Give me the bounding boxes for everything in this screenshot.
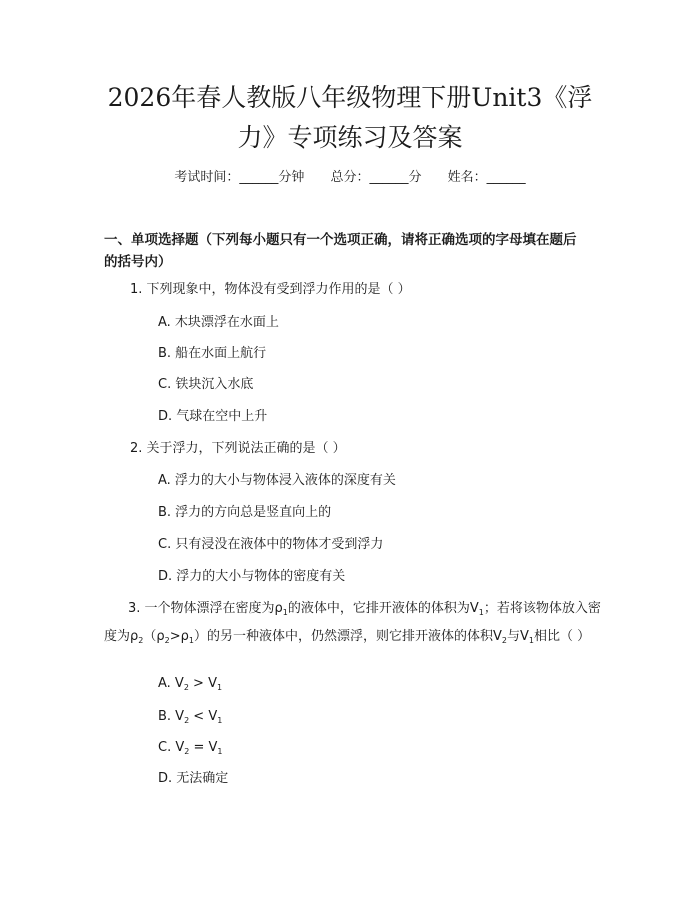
question-3-option-a (158, 673, 222, 699)
q3-text-4: （ρ (143, 629, 165, 644)
q3-text-3: ；若将该物体放入密度为ρ (104, 601, 601, 644)
question-2-option-d: D. 浮力的大小与物体的密度有关 (158, 569, 346, 584)
q3-text-6: ）的另一种液体中，仍然漂浮，则它排开液体的体积V (193, 629, 502, 644)
exam-score: 总分：______分 (330, 170, 422, 185)
question-1-option-a: A. 木块漂浮在水面上 (158, 315, 279, 330)
q3-text-7: 与V (506, 629, 529, 644)
q3-b-text: B. V (158, 709, 185, 724)
title-line-1: 2026年春人教版八年级物理下册Unit3《浮 (107, 83, 593, 112)
student-name: 姓名：______ (447, 170, 526, 185)
q3-c-text: C. V (158, 740, 185, 755)
q3-sub-3: 2 (138, 636, 144, 645)
q3-b-text-2: < V (189, 709, 218, 724)
q3-sub-7: 1 (528, 636, 534, 645)
q3-b-sub-2: 1 (217, 716, 223, 725)
q3-text-1: 3. 一个物体漂浮在密度为ρ (128, 601, 283, 616)
q3-text-5: >ρ (169, 629, 189, 644)
question-1-option-b: B. 船在水面上航行 (158, 346, 267, 361)
question-1-option-d: D. 气球在空中上升 (158, 409, 268, 424)
q3-sub-2: 1 (478, 608, 484, 617)
question-3-option-c (158, 737, 223, 763)
question-3-option-b (158, 706, 222, 732)
q3-b-sub-1: 2 (184, 716, 190, 725)
q3-c-sub-1: 2 (184, 747, 190, 756)
question-2-option-a: A. 浮力的大小与物体浸入液体的深度有关 (158, 473, 396, 488)
section-heading-line-2: 的括号内） (104, 254, 172, 270)
q3-text-8: 相比（ ） (533, 629, 591, 644)
q3-d-text: D. 无法确定 (158, 771, 229, 786)
q3-a-sub-1: 2 (183, 683, 189, 692)
q3-sub-1: 1 (282, 608, 288, 617)
section-heading-line-1: 一、单项选择题（下列每小题只有一个选项正确，请将正确选项的字母填在题后 (104, 232, 577, 248)
question-2-stem: 2. 关于浮力，下列说法正确的是（ ） (130, 441, 346, 456)
question-1-stem: 1. 下列现象中，物体没有受到浮力作用的是（ ） (130, 282, 411, 297)
q3-c-sub-2: 1 (217, 747, 223, 756)
question-2-option-b: B. 浮力的方向总是竖直向上的 (158, 505, 332, 520)
page-title (90, 78, 610, 158)
q3-a-text: A. V (158, 676, 184, 691)
q3-a-text-2: > V (188, 676, 217, 691)
section-heading (104, 229, 604, 273)
q3-text-2: 的液体中，它排开液体的体积为V (287, 601, 479, 616)
question-3-option-d (158, 768, 228, 790)
question-2-option-c: C. 只有浸没在液体中的物体才受到浮力 (158, 537, 384, 552)
exam-meta (0, 166, 700, 185)
q3-sub-6: 2 (501, 636, 507, 645)
q3-sub-5: 1 (188, 636, 194, 645)
question-3-stem (104, 597, 604, 653)
question-1-option-c: C. 铁块沉入水底 (158, 377, 254, 392)
q3-c-text-2: = V (189, 740, 218, 755)
q3-a-sub-2: 1 (216, 683, 223, 692)
title-line-2: 力》专项练习及答案 (237, 123, 463, 152)
q3-sub-4: 2 (164, 636, 170, 645)
exam-time: 考试时间：______分钟 (174, 170, 305, 185)
